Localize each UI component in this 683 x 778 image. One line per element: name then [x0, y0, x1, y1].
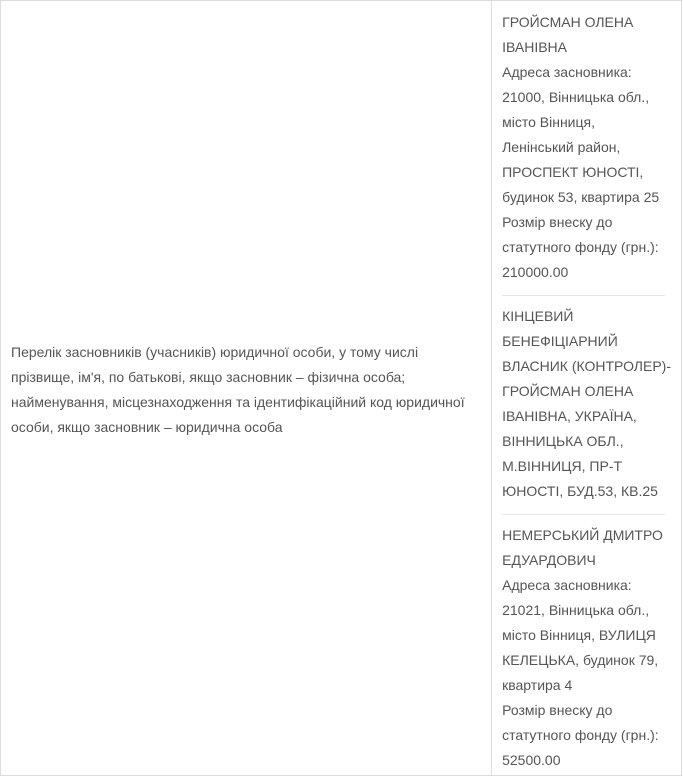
beneficiary-entry — [502, 304, 671, 504]
founder-line: ЕДУАРДОВИЧ — [502, 552, 596, 568]
field-label-line: особи, якщо засновник – юридична особа — [11, 418, 283, 435]
founder-line: Адреса засновника: — [502, 577, 632, 593]
founder-line: 21000, Вінницька обл., — [502, 89, 650, 105]
founder-line: 52500.00 — [502, 752, 561, 768]
entry-divider — [502, 295, 665, 296]
beneficiary-line: ГРОЙСМАН ОЛЕНА — [502, 383, 634, 399]
founder-line: ГРОЙСМАН ОЛЕНА — [502, 14, 634, 30]
beneficiary-line: ВЛАСНИК (КОНТРОЛЕР)- — [502, 358, 671, 374]
founders-value-cell — [492, 1, 681, 775]
beneficiary-line: ІВАНІВНА, УКРАЇНА, — [502, 408, 637, 424]
founder-line: Розмір внеску до — [502, 702, 613, 718]
beneficiary-line: КІНЦЕВИЙ — [502, 308, 574, 324]
founder-line: ІВАНІВНА — [502, 39, 567, 55]
beneficiary-line: М.ВІННИЦЯ, ПР-Т — [502, 458, 623, 474]
beneficiary-line: БЕНЕФІЦІАРНИЙ — [502, 333, 618, 349]
founder-line: Розмір внеску до — [502, 214, 613, 230]
founder-entry — [502, 523, 671, 773]
founder-line: 210000.00 — [502, 264, 569, 280]
field-label-line: найменування, місцезнаходження та ідентифікаційний код юридичної — [11, 393, 465, 410]
founder-line: квартира 4 — [502, 677, 573, 693]
founder-line: 21021, Вінницька обл., — [502, 602, 650, 618]
founder-line: будинок 53, квартира 25 — [502, 189, 660, 205]
beneficiary-line: ЮНОСТІ, БУД.53, КВ.25 — [502, 483, 658, 499]
founder-line: місто Вінниця, ВУЛИЦЯ — [502, 627, 656, 643]
founder-line: статутного фонду (грн.): — [502, 727, 659, 743]
entry-divider — [502, 514, 665, 515]
founder-line: статутного фонду (грн.): — [502, 239, 659, 255]
field-label — [11, 340, 465, 440]
field-label-line: Перелік засновників (учасників) юридичної особи, у тому числі — [11, 343, 419, 360]
founder-line: Ленінський район, — [502, 139, 621, 155]
beneficiary-line: ВІННИЦЬКА ОБЛ., — [502, 433, 624, 449]
field-label-line: прізвище, ім'я, по батькові, якщо засновник – фізична особа; — [11, 368, 406, 385]
founder-line: КЕЛЕЦЬКА, будинок 79, — [502, 652, 659, 668]
founder-line: Адреса засновника: — [502, 64, 632, 80]
founder-line: НЕМЕРСЬКИЙ ДМИТРО — [502, 527, 663, 543]
field-label-cell — [1, 1, 492, 775]
founder-line: ПРОСПЕКТ ЮНОСТІ, — [502, 164, 644, 180]
founder-entry — [502, 10, 671, 285]
founder-line: місто Вінниця, — [502, 114, 595, 130]
